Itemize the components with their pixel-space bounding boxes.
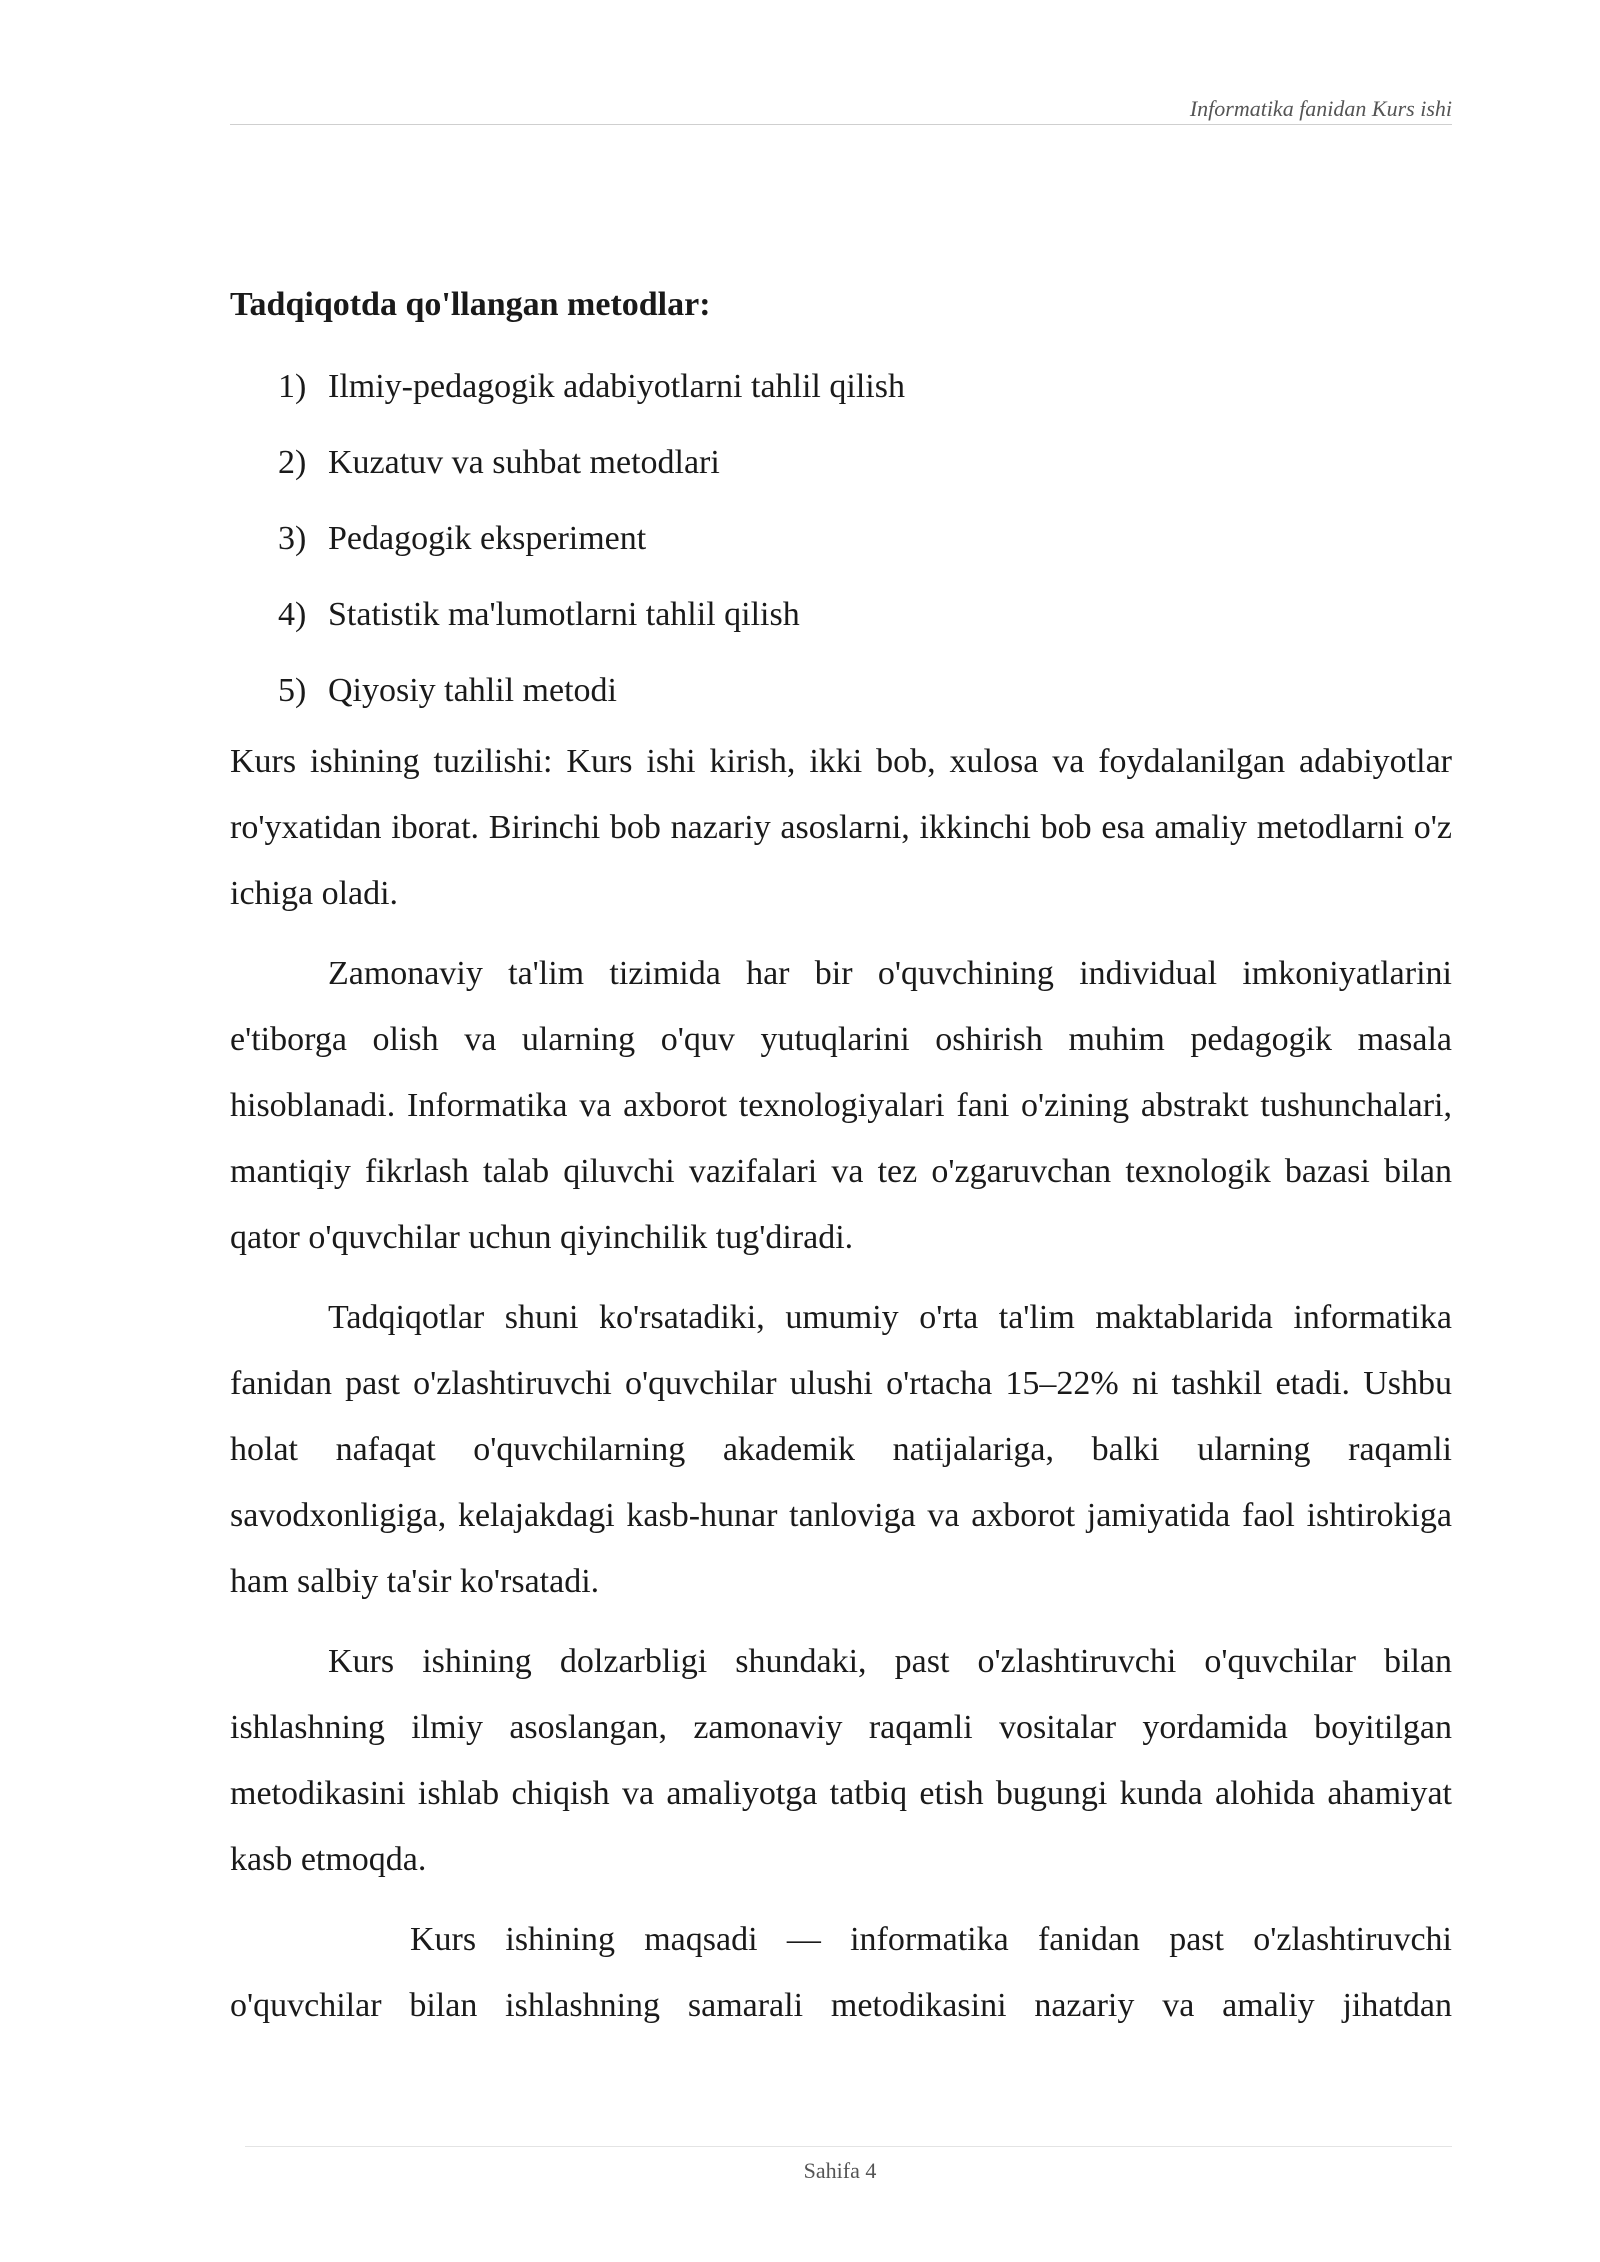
list-item-number: 2): [278, 444, 307, 481]
page-number: Sahifa 4: [803, 2158, 877, 2183]
section-title: Tadqiqotda qo'llangan metodlar:: [230, 286, 711, 323]
list-item-text: Ilmiy-pedagogik adabiyotlarni tahlil qilish: [328, 368, 905, 405]
page-header: [230, 94, 1452, 125]
list-item: [230, 425, 1452, 501]
goal-paragraph: Kurs ishining maqsadi — informatika fanidan past o'zlashtiruvchi o'quvchilar bilan ishlashning samarali metodikasini nazariy va amaliy jihatdan: [230, 1921, 1452, 2024]
body-paragraph: Zamonaviy ta'lim tizimida har bir o'quvchining individual imkoniyatlarini e'tiborga olish va ularning o'quv yutuqlarini oshirish muhim pedagogik masala hisoblanadi. Informatika va axborot texnologiyalari fani o'zining abstrakt tushunchalari, mantiqiy fikrlash talab qiluvchi vazifalari va tez o'zgaruvchan texnologik bazasi bilan qator o'quvchilar uchun qiyinchilik tug'diradi.: [230, 955, 1452, 1256]
list-item-text: Qiyosiy tahlil metodi: [328, 672, 617, 709]
list-item-text: Kuzatuv va suhbat metodlari: [328, 444, 720, 481]
body-paragraph: Tadqiqotlar shuni ko'rsatadiki, umumiy o'rta ta'lim maktablarida informatika fanidan past o'zlashtiruvchi o'quvchilar ulushi o'rtacha 15–22% ni tashkil etadi. Ushbu holat nafaqat o'quvchilarning akademik natijalariga, balki ularning raqamli savodxonligiga, kelajakdagi kasb-hunar tanloviga va axborot jamiyatida faol ishtirokiga ham salbiy ta'sir ko'rsatadi.: [230, 1299, 1452, 1600]
relevance-paragraph: Kurs ishining dolzarbligi shundaki, past o'zlashtiruvchi o'quvchilar bilan ishlashning ilmiy asoslangan, zamonaviy raqamli vositalar yordamida boyitilgan metodikasini ishlab chiqish va amaliyotga tatbiq etish bugungi kunda alohida ahamiyat kasb etmoqda.: [230, 1643, 1452, 1878]
list-item-text: Statistik ma'lumotlarni tahlil qilish: [328, 596, 800, 633]
document-body: [230, 275, 1452, 2053]
list-item: [230, 349, 1452, 425]
list-item: [230, 501, 1452, 577]
list-item-number: 4): [278, 596, 307, 633]
list-item-number: 1): [278, 368, 307, 405]
list-item: [230, 577, 1452, 653]
footer-divider: [245, 2146, 1452, 2147]
header-title: Informatika fanidan Kurs ishi: [1189, 96, 1452, 121]
list-item-number: 3): [278, 520, 307, 557]
structure-paragraph: Kurs ishining tuzilishi: Kurs ishi kirish, ikki bob, xulosa va foydalanilgan adabiyotlar ro'yxatidan iborat. Birinchi bob nazariy asoslarni, ikkinchi bob esa amaliy metodlarni o'z ichiga oladi.: [230, 743, 1452, 912]
list-item: [230, 653, 1452, 729]
list-item-number: 5): [278, 672, 307, 709]
methods-list: [230, 349, 1452, 729]
list-item-text: Pedagogik eksperiment: [328, 520, 647, 557]
